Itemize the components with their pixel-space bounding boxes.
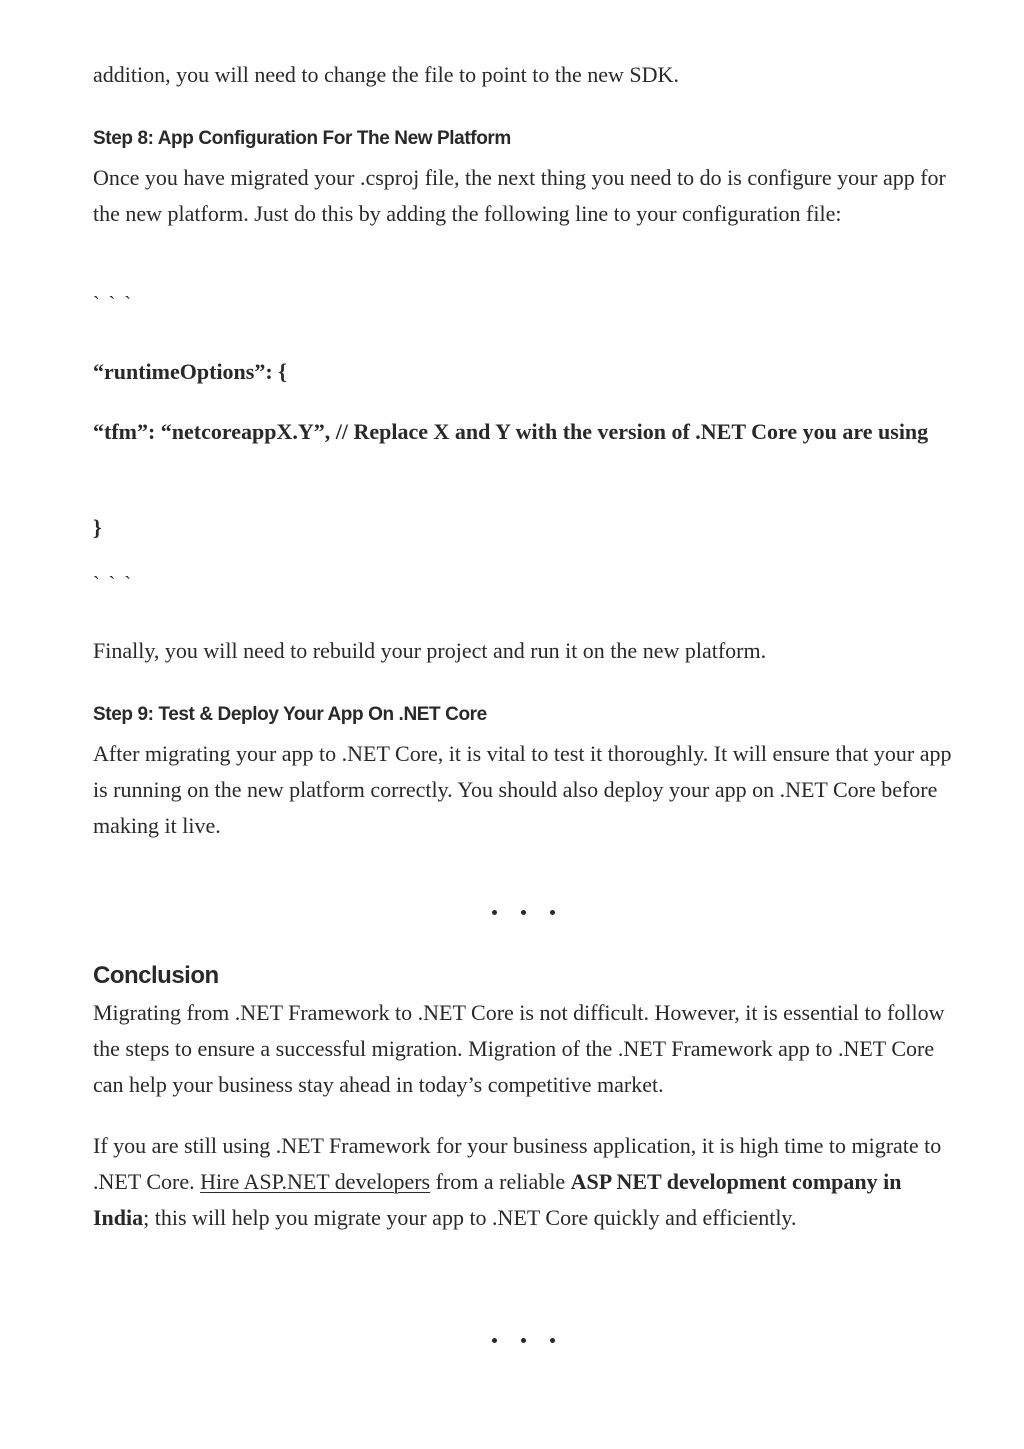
separator-dot (521, 1338, 526, 1343)
separator-dot (550, 1338, 555, 1343)
intro-tail-paragraph: addition, you will need to change the file to point to the new SDK. (93, 62, 679, 87)
section-separator (93, 902, 953, 920)
conclusion-paragraph-1: Migrating from .NET Framework to .NET Core is not difficult. However, it is essential to follow the steps to ensure a successful migration. Migration of the .NET Framework app to .NET Core can help your business stay ahead in today’s competitive market. (93, 1000, 945, 1097)
step8-closing-paragraph: Finally, you will need to rebuild your project and run it on the new platform. (93, 638, 767, 663)
para2-text-2: from a reliable (430, 1169, 571, 1194)
step8-heading: Step 8: App Configuration For The New Platform (93, 128, 511, 149)
step9-heading: Step 9: Test & Deploy Your App On .NET Core (93, 704, 487, 725)
hire-asp-net-developers-link[interactable]: Hire ASP.NET developers (200, 1169, 431, 1194)
step9-body-paragraph: After migrating your app to .NET Core, it is vital to test it thoroughly. It will ensure that your app is running on the new platform correctly. You should also deploy your app on .NET Core before making it live. (93, 741, 952, 838)
separator-dot (521, 910, 526, 915)
code-fence-close: ` ` ` (93, 573, 133, 595)
step8-body-paragraph: Once you have migrated your .csproj file, the next thing you need to do is configure your app for the new platform. Just do this by adding the following line to your configuration file: (93, 165, 946, 226)
code-line-closing-brace: } (93, 515, 102, 540)
para2-bold-company: ASP NET development company in India (93, 1169, 902, 1230)
conclusion-heading: Conclusion (93, 962, 219, 989)
code-line-runtime-options: “runtimeOptions”: { (93, 359, 287, 384)
conclusion-paragraph-2 (93, 1128, 953, 1236)
separator-dot (492, 910, 497, 915)
code-fence-open: ` ` ` (93, 293, 133, 315)
section-separator-bottom (93, 1330, 953, 1348)
para2-text-3: ; this will help you migrate your app to .NET Core quickly and efficiently. (143, 1205, 797, 1230)
separator-dot (492, 1338, 497, 1343)
para2-text-1: If you are still using .NET Framework for your business application, it is high time to migrate to .NET Core. (93, 1133, 942, 1194)
code-line-tfm: “tfm”: “netcoreappX.Y”, // Replace X and Y with the version of .NET Core you are using (93, 419, 929, 444)
separator-dot (550, 910, 555, 915)
